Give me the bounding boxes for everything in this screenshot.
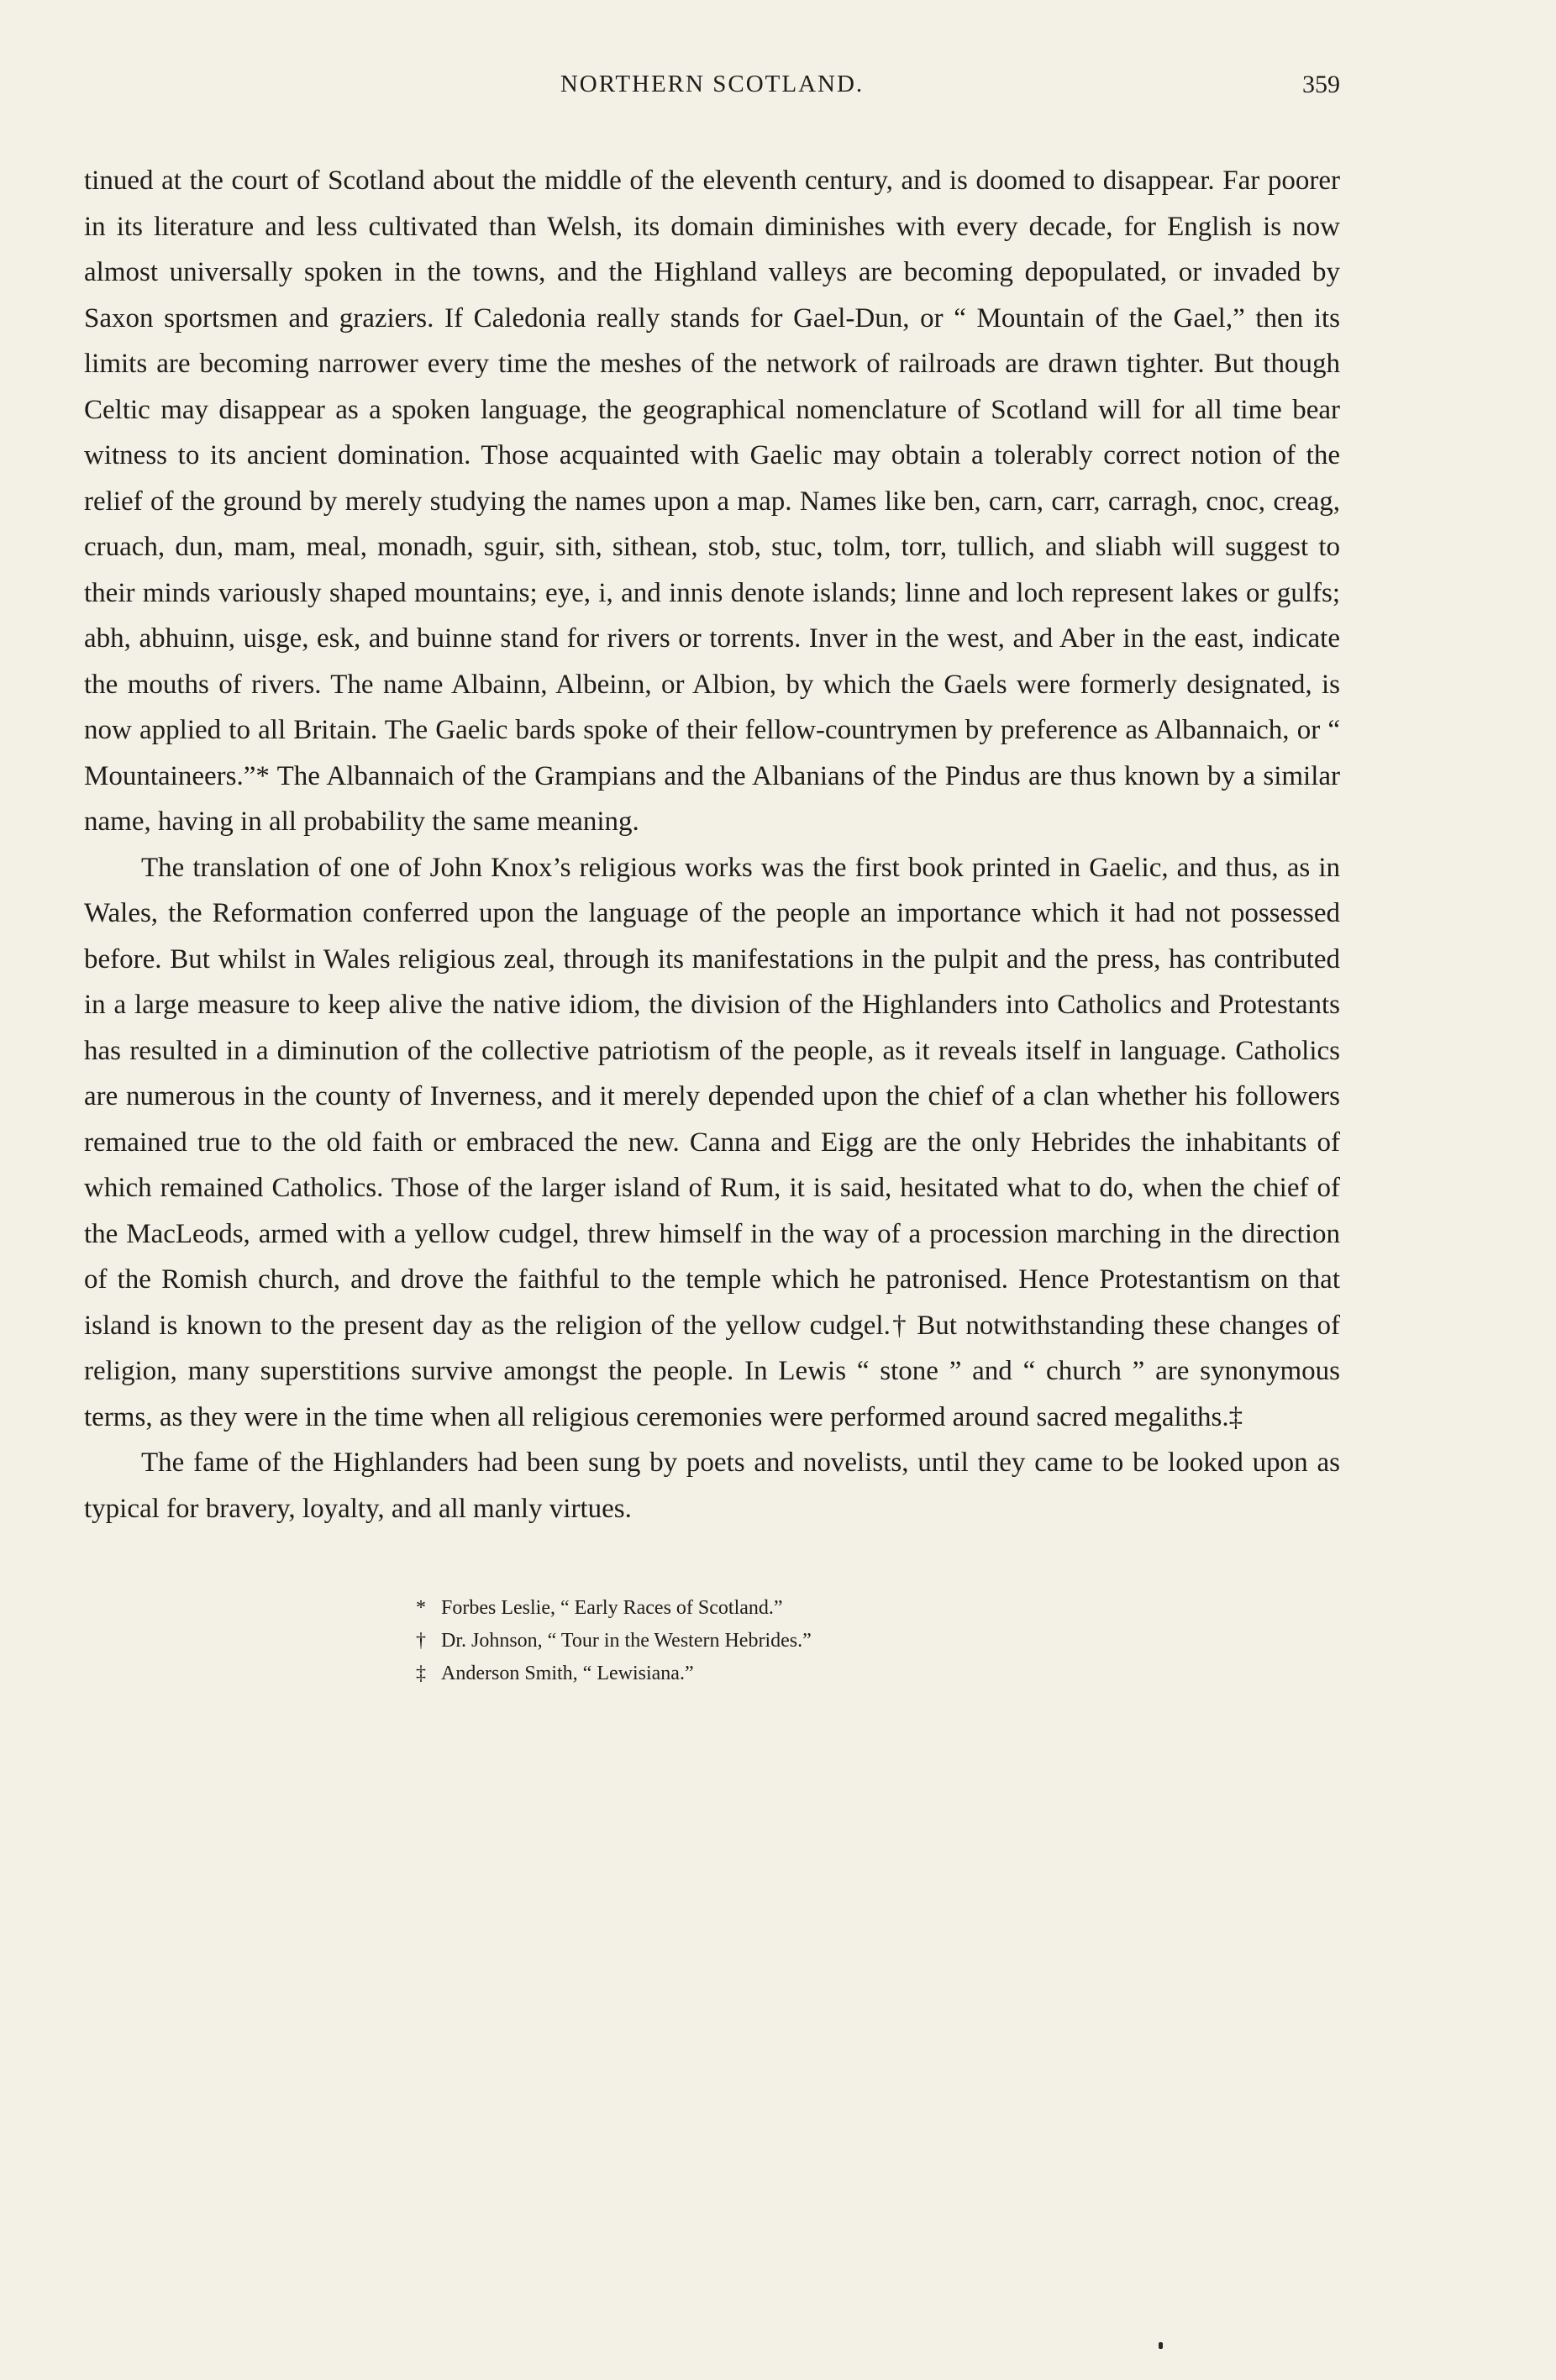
- running-header: [84, 67, 1340, 118]
- footnote-text: Dr. Johnson, “ Tour in the Western Hebrides.”: [441, 1630, 812, 1652]
- page-number: 359: [1302, 71, 1340, 98]
- footnote-2: [416, 1625, 1340, 1658]
- body-text: [84, 158, 1340, 1532]
- footnote-mark: †: [416, 1630, 426, 1652]
- book-page: [84, 67, 1340, 2335]
- paragraph-2: The translation of one of John Knox’s religious works was the first book printed in Gaelic, and thus, as in Wales, the Reformation conferred upon the language of the people an importance which it had not possessed before. But whilst in Wales religious zeal, through its manifestations in the pulpit and the press, has contributed in a large measure to keep alive the native idiom, the division of the Highlanders into Catholics and Protestants has resulted in a diminution of the collective patriotism of the people, as it reveals itself in language. Catholics are numerous in the county of Inverness, and it merely depended upon the chief of a clan whether his followers remained true to the old faith or embraced the new. Canna and Eigg are the only Hebrides the inhabitants of which remained Catholics. Those of the larger island of Rum, it is said, hesitated what to do, when the chief of the MacLeods, armed with a yellow cudgel, threw himself in the way of a procession marching in the direction of the Romish church, and drove the faithful to the temple which he patronised. Hence Protestantism on that island is known to the present day as the religion of the yellow cudgel.† But notwithstanding these changes of religion, many superstitions survive amongst the people. In Lewis “ stone ” and “ church ” are synonymous terms, as they were in the time when all religious ceremonies were performed around sacred megaliths.‡: [84, 852, 1340, 1432]
- footnote-mark: ‡: [416, 1663, 426, 1684]
- paragraph-3: The fame of the Highlanders had been sung by poets and novelists, until they came to be looked upon as typical for bravery, loyalty, and all manly virtues.: [84, 1447, 1340, 1524]
- paragraph-1: tinued at the court of Scotland about the middle of the eleventh century, and is doomed to disappear. Far poorer in its literature and less cultivated than Welsh, its domain diminishes with every decade, for English is now almost universally spoken in the towns, and the Highland valleys are becoming depopulated, or invaded by Saxon sportsmen and graziers. If Caledonia really stands for Gael-Dun, or “ Mountain of the Gael,” then its limits are becoming narrower every time the meshes of the network of railroads are drawn tighter. But though Celtic may disappear as a spoken language, the geographical nomenclature of Scotland will for all time bear witness to its ancient domination. Those acquainted with Gaelic may obtain a tolerably correct notion of the relief of the ground by merely studying the names upon a map. Names like ben, carn, carr, carragh, cnoc, creag, cruach, dun, mam, meal, monadh, sguir, sith, sithean, stob, stuc, tolm, torr, tullich, and sliabh will suggest to their minds variously shaped mountains; eye, i, and innis denote islands; linne and loch represent lakes or gulfs; abh, abhuinn, uisge, esk, and buinne stand for rivers or torrents. Inver in the west, and Aber in the east, indicate the mouths of rivers. The name Albainn, Albeinn, or Albion, by which the Gaels were formerly designated, is now applied to all Britain. The Gaelic bards spoke of their fellow-countrymen by preference as Albannaich, or “ Mountaineers.”* The Albannaich of the Grampians and the Albanians of the Pindus are thus known by a similar name, having in all probability the same meaning.: [84, 165, 1340, 837]
- footnote-mark: *: [416, 1597, 426, 1619]
- running-title: NORTHERN SCOTLAND.: [560, 71, 865, 97]
- footnote-3: [416, 1658, 1340, 1690]
- print-speck: [1159, 2342, 1163, 2349]
- footnote-text: Anderson Smith, “ Lewisiana.”: [441, 1663, 694, 1684]
- footnote-text: Forbes Leslie, “ Early Races of Scotland.”: [441, 1597, 783, 1619]
- footnotes: [84, 1592, 1340, 1690]
- footnote-1: [416, 1592, 1340, 1625]
